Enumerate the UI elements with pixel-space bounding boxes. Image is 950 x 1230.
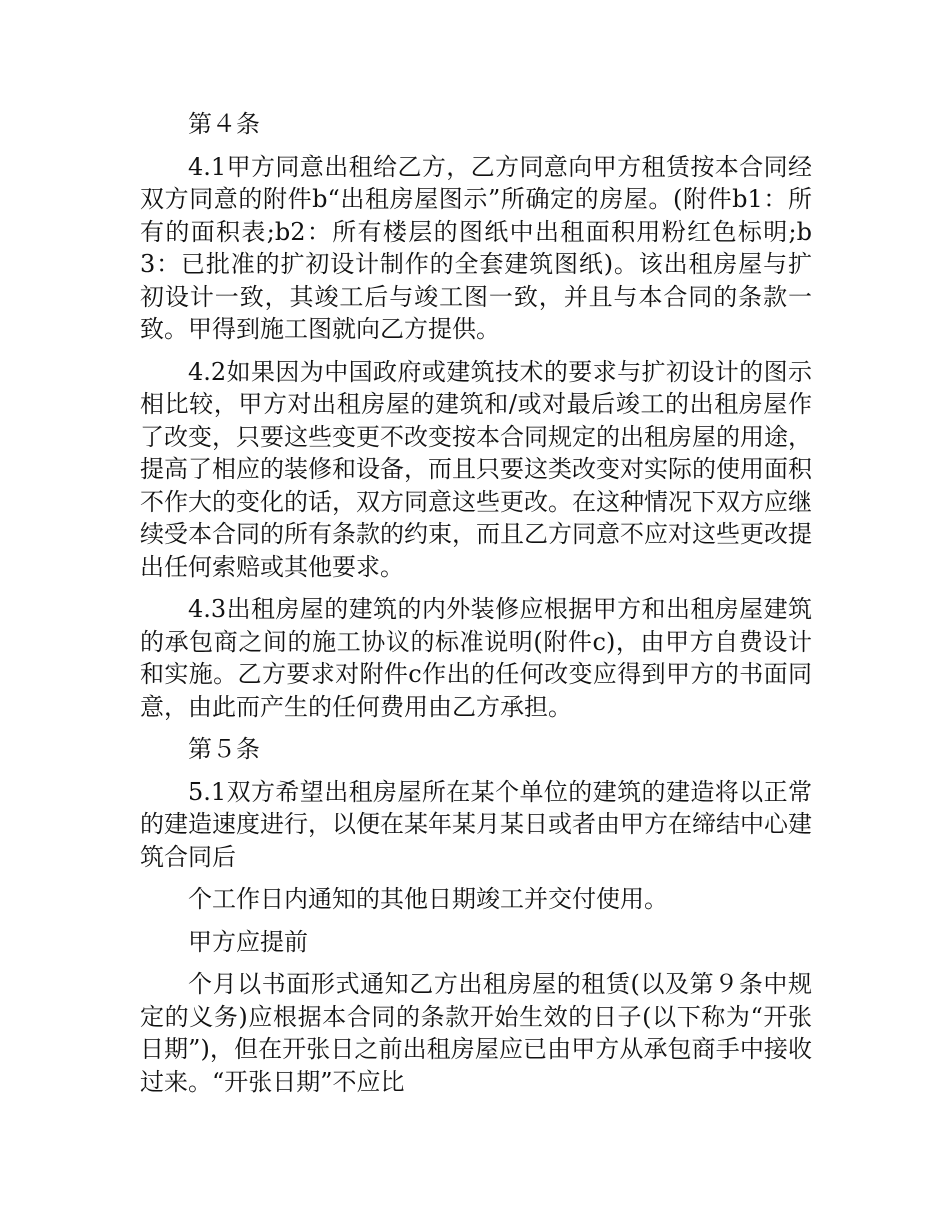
- clause-4-1: 4.1甲方同意出租给乙方，乙方同意向甲方租赁按本合同经双方同意的附件b“出租房屋图示”所确定的房屋。(附件b1：所有的面积表;b2：所有楼层的图纸中出租面积用粉红色标明;b3：已批准的扩初设计制作的全套建筑图纸)。该出租房屋与扩初设计一致，其竣工后与竣工图一致，并且与本合同的条款一致。甲得到施工图就向乙方提供。: [140, 152, 812, 343]
- article-4-heading: 第４条: [188, 110, 260, 138]
- article-5-heading: 第５条: [188, 735, 260, 763]
- clause-4-2: 4.2如果因为中国政府或建筑技术的要求与扩初设计的图示相比较，甲方对出租房屋的建筑和/或对最后竣工的出租房屋作了改变，只要这些变更不改变按本合同规定的出租房屋的用途，提高了相应的装修和设备，而且只要这类改变对实际的使用面积不作大的变化的话，双方同意这些更改。在这种情况下双方应继续受本合同的所有条款的约束，而且乙方同意不应对这些更改提出任何索赔或其他要求。: [140, 357, 812, 581]
- clause-5-1: 5.1双方希望出租房屋所在某个单位的建筑的建造将以正常的建造速度进行，以便在某年某月某日或者由甲方在缔结中心建筑合同后: [140, 777, 812, 871]
- clause-5-1-continued: 个工作日内通知的其他日期竣工并交付使用。: [188, 885, 668, 913]
- notice-intro: 甲方应提前: [188, 927, 308, 956]
- clause-4-3: 4.3出租房屋的建筑的内外装修应根据甲方和出租房屋建筑的承包商之间的施工协议的标准说明(附件c)，由甲方自费设计和实施。乙方要求对附件c作出的任何改变应得到甲方的书面同意，由此而产生的任何费用由乙方承担。: [140, 595, 812, 721]
- notice-body: 个月以书面形式通知乙方出租房屋的租赁(以及第９条中规定的义务)应根据本合同的条款开始生效的日子(以下称为“开张日期”)，但在开张日之前出租房屋应已由甲方从承包商手中接收过来。“开张日期”不应比: [140, 970, 812, 1096]
